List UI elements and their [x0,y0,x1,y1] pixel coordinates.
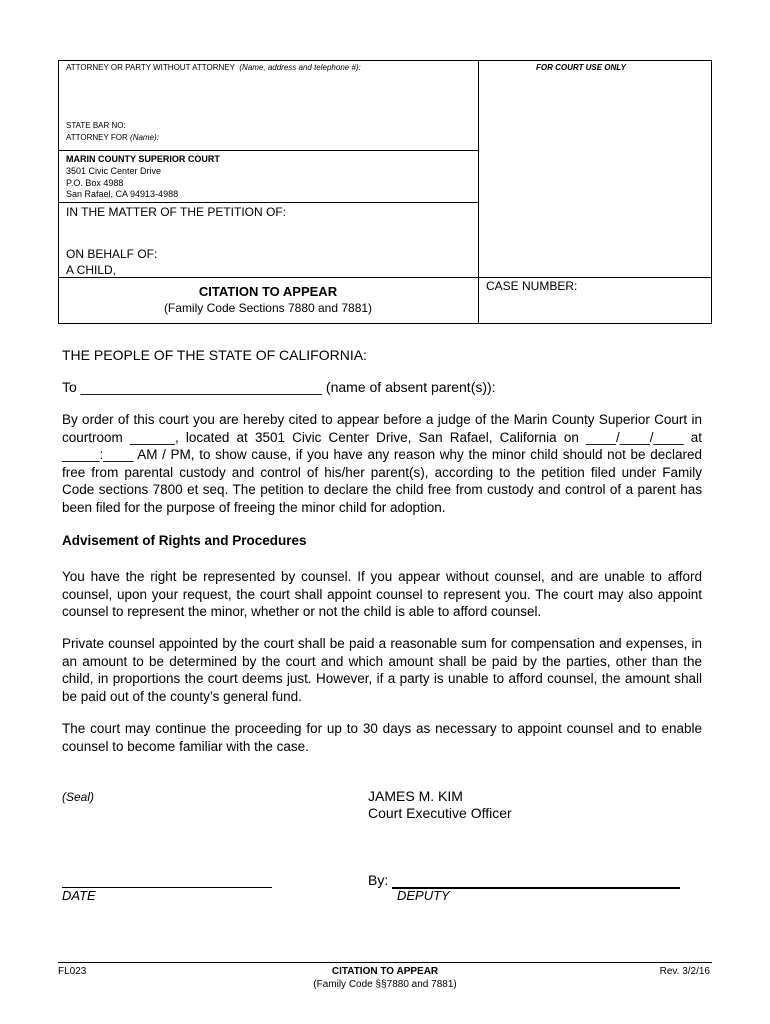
caption-rule-matter [58,202,478,203]
court-name: MARIN COUNTY SUPERIOR COURT [66,154,220,164]
to-line: To _______________________________ (name of absent parent(s)): [62,379,496,395]
footer-revision: Rev. 3/2/16 [659,966,710,977]
court-use-label: FOR COURT USE ONLY [536,63,626,72]
continuance-paragraph: The court may continue the proceeding for up to 30 days as necessary to appoint counsel and to enable counsel to become familiar with the case. [62,721,702,754]
citation-paragraph: By order of this court you are hereby cited to appear before a judge of the Marin County Superior Court in courtroom ______, located at 3501 Civic Center Drive, San Rafael, California on ____/____/____ at _____:____ AM / PM, to show cause, if you have any reason why the minor child should not be declared free from parental custody and control of his/her parent(s), according to the petition filed under Family Code sections 7800 et seq. The petition to declare the child free from custody and control of a parent has been filed for the purpose of freeing the minor child for adoption. [62,412,702,515]
court-address-1: 3501 Civic Center Drive [66,166,162,176]
state-bar-label: STATE BAR NO: [66,121,126,130]
court-address-2: P.O. Box 4988 [66,178,124,188]
officer-title: Court Executive Officer [368,805,512,821]
caption-rule-court [58,150,478,151]
court-address-3: San Rafael, CA 94913-4988 [66,189,179,199]
caption-rule-title [58,277,712,278]
officer-name: JAMES M. KIM [368,788,463,804]
footer-rule [58,962,712,963]
compensation-paragraph: Private counsel appointed by the court shall be paid a reasonable sum for compensation and expenses, in an amount to be determined by the court and which amount shall be paid by the parties, other than the child, in proportions the court deems just. However, if a party is unable to afford counsel, the amount shall be paid out of the county’s general fund. [62,636,702,704]
matter-label: IN THE MATTER OF THE PETITION OF: [66,205,287,219]
date-label: DATE [62,888,96,903]
counsel-paragraph: You have the right be represented by counsel. If you appear without counsel, and are unable to afford counsel, upon your request, the court shall appoint counsel to represent you. The court may also appoint counsel to represent the minor, whether or not the child is able to afford counsel. [62,569,702,619]
footer-subtitle: (Family Code §§7880 and 7881) [313,979,457,990]
footer-form-code: FL023 [58,966,87,977]
footer-title: CITATION TO APPEAR [331,966,439,977]
advisement-heading: Advisement of Rights and Procedures [62,533,307,548]
seal-label: (Seal) [62,790,95,804]
child-label: A CHILD, [66,263,117,277]
by-label: By: [368,872,389,888]
deputy-label: DEPUTY [397,888,450,903]
attorney-label: ATTORNEY OR PARTY WITHOUT ATTORNEY (Name, address and telephone #): [66,63,361,72]
behalf-label: ON BEHALF OF: [66,247,158,261]
people-line: THE PEOPLE OF THE STATE OF CALIFORNIA: [62,347,367,363]
form-title: CITATION TO APPEAR [198,284,338,299]
case-number-label: CASE NUMBER: [486,279,578,293]
caption-divider [478,60,479,324]
form-subtitle: (Family Code Sections 7880 and 7881) [163,301,373,315]
attorney-for-label: ATTORNEY FOR (Name): [66,133,159,142]
